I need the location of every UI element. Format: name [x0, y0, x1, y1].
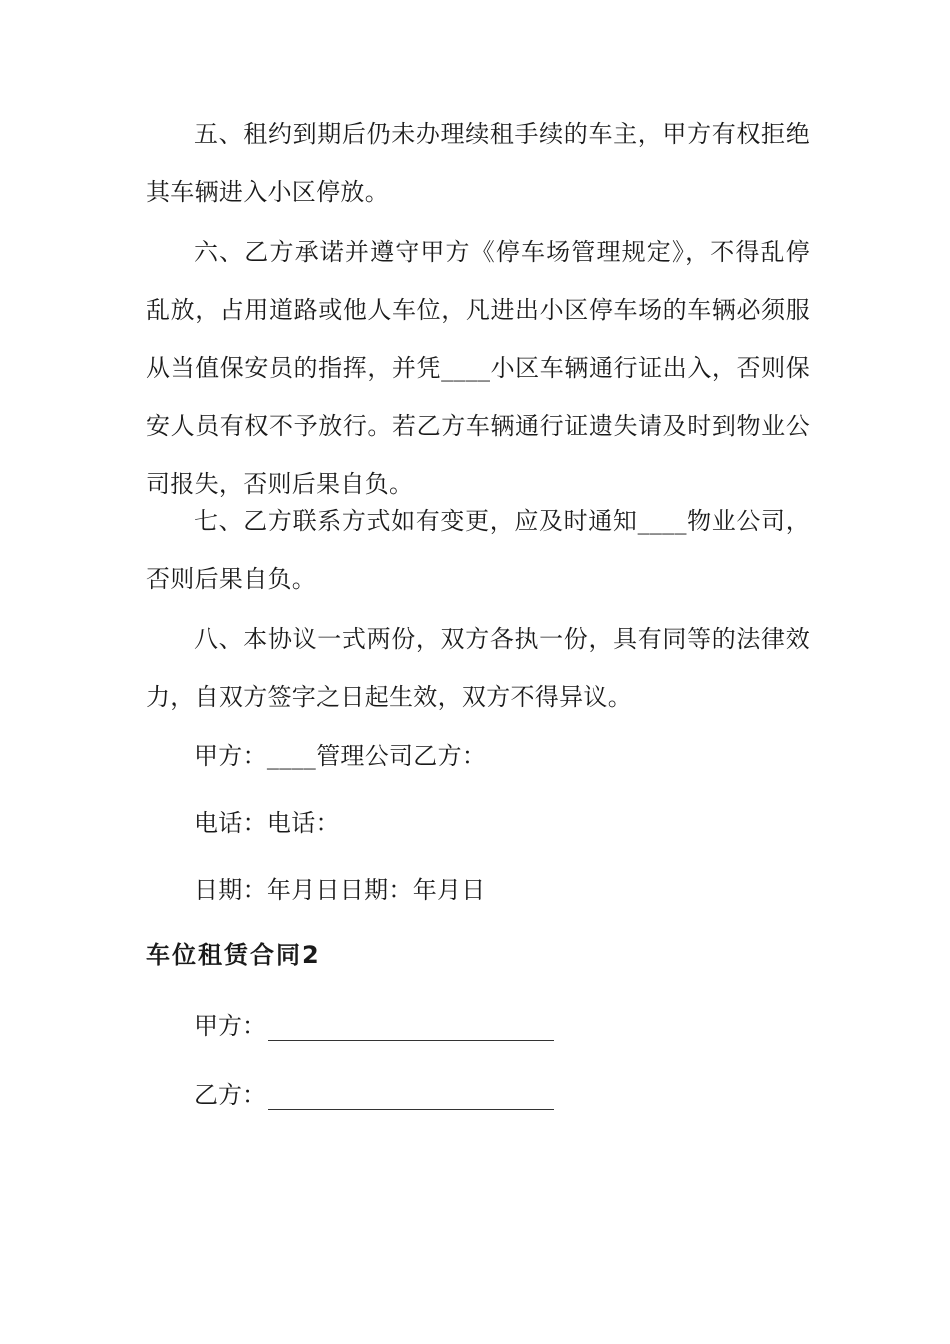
party-a-label: 甲方：: [194, 1012, 266, 1040]
signature-phone-line: 电话：电话：: [194, 809, 340, 837]
clause-8: 八、本协议一式两份，双方各执一份，具有同等的法律效力，自双方签字之日起生效，双方不得异议。: [146, 625, 810, 711]
party-a-row: [194, 1006, 554, 1046]
clause-5: 五、租约到期后仍未办理续租手续的车主，甲方有权拒绝其车辆进入小区停放。: [146, 120, 810, 206]
party-b-row: [194, 1075, 554, 1115]
party-b-blank: [268, 1081, 554, 1110]
signature-date-line: 日期：年月日日期：年月日: [194, 876, 486, 904]
party-a-blank: [268, 1012, 554, 1041]
clause-6: 六、乙方承诺并遵守甲方《停车场管理规定》，不得乱停乱放，占用道路或他人车位，凡进出小区停车场的车辆必须服从当值保安员的指挥，并凭____小区车辆通行证出入，否则保安人员有权不予放行。若乙方车辆通行证遗失请及时到物业公司报失，否则后果自负。: [146, 238, 810, 498]
party-b-label: 乙方：: [194, 1081, 266, 1109]
section-title: 车位租赁合同2: [146, 941, 321, 969]
signature-party-line: 甲方：____管理公司乙方：: [194, 742, 487, 770]
clause-7: 七、乙方联系方式如有变更，应及时通知____物业公司，否则后果自负。: [146, 507, 810, 593]
